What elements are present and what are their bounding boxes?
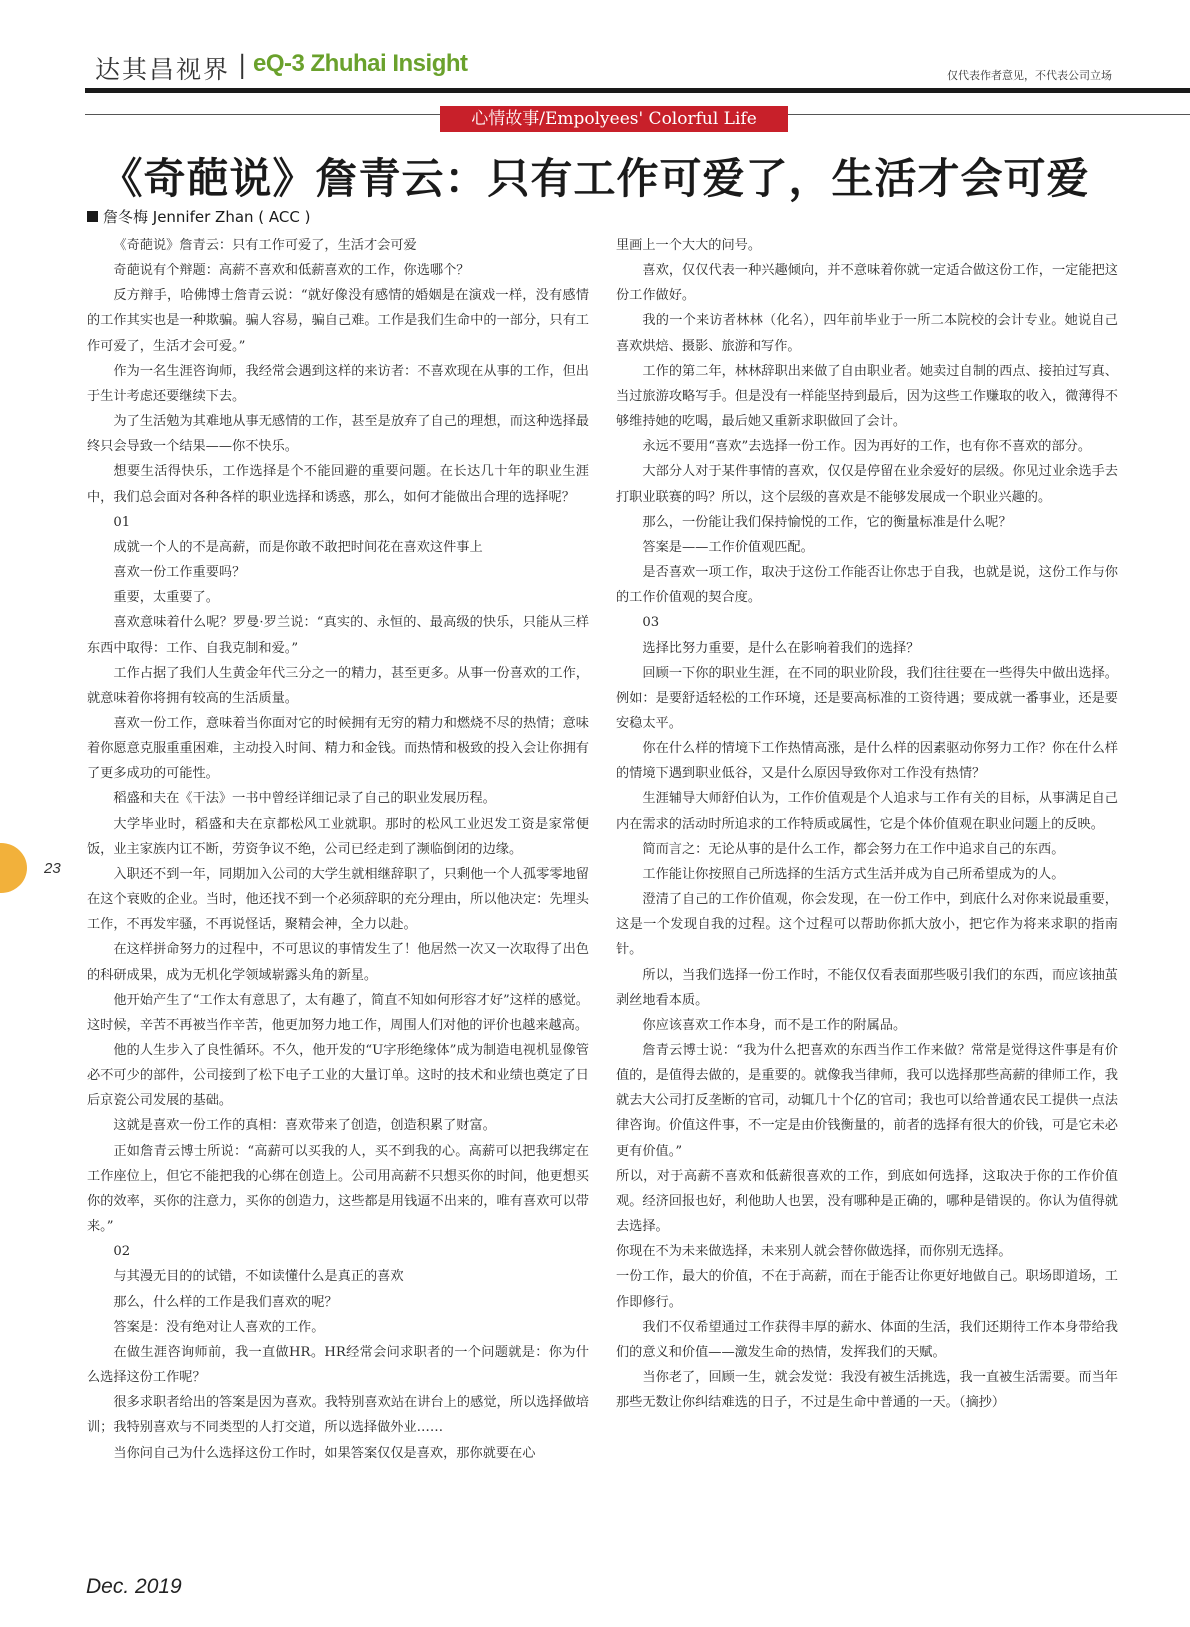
paragraph: 与其漫无目的的试错，不如读懂什么是真正的喜欢: [113, 1269, 404, 1285]
article-title: 《奇葩说》詹青云：只有工作可爱了，生活才会可爱: [100, 154, 1090, 203]
paragraph: 他开始产生了“工作太有意思了，太有趣了，简直不知如何形容才好”这样的感觉。这时候，辛苦不再被当作辛苦，他更加努力地工作，周围人们对他的评价也越来越高。: [87, 992, 589, 1033]
paragraph: 奇葩说有个辩题：高薪不喜欢和低薪喜欢的工作，你选哪个？: [113, 263, 470, 279]
paragraph: 那么，一份能让我们保持愉悦的工作，它的衡量标准是什么呢？: [642, 514, 1012, 530]
paragraph: 一份工作，最大的价值，不在于高薪，而在于能否让你更好地做自己。职场即道场，工作即修行。: [616, 1269, 1118, 1310]
paragraph: 正如詹青云博士所说：“高薪可以买我的人，买不到我的心。高薪可以把我绑定在工作座位上，但它不能把我的心绑在创造上。公司用高薪不只想买你的时间，他更想买你的效率，买你的注意力，买你的创造力，这些都是用钱逼不出来的，唯有喜欢可以带来。”: [87, 1143, 589, 1235]
paragraph: 你现在不为未来做选择，未来别人就会替你做选择，而你别无选择。: [616, 1244, 1012, 1260]
left-column: [87, 233, 589, 1466]
paragraph: 成就一个人的不是高薪，而是你敢不敢把时间花在喜欢这件事上: [113, 539, 483, 555]
paragraph: 稻盛和夫在《干法》一书中曾经详细记录了自己的职业发展历程。: [113, 791, 496, 807]
byline: [87, 206, 310, 227]
header-disclaimer: 仅代表作者意见，不代表公司立场: [947, 69, 1112, 82]
paragraph: 《奇葩说》詹青云：只有工作可爱了，生活才会可爱: [113, 238, 417, 253]
paragraph: 反方辩手，哈佛博士詹青云说：“就好像没有感情的婚姻是在演戏一样，没有感情的工作其实也是一种欺骗。骗人容易，骗自己难。工作是我们生命中的一部分，只有工作可爱了，生活才会可爱。”: [87, 288, 589, 354]
header-separator: |: [238, 50, 247, 79]
paragraph: 我的一个来访者林林（化名），四年前毕业于一所二本院校的会计专业。她说自己喜欢烘焙、摄影、旅游和写作。: [616, 313, 1118, 354]
paragraph: 为了生活勉为其难地从事无感情的工作，甚至是放弃了自己的理想，而这种选择最终只会导致一个结果——你不快乐。: [87, 414, 589, 455]
paragraph: 他的人生步入了良性循环。不久，他开发的“U字形绝缘体”成为制造电视机显像管必不可少的部件，公司接到了松下电子工业的大量订单。这时的技术和业绩也奠定了日后京瓷公司发展的基础。: [87, 1043, 589, 1109]
paragraph: 选择比努力重要，是什么在影响着我们的选择？: [642, 640, 920, 656]
paragraph: 简而言之：无论从事的是什么工作，都会努力在工作中追求自己的东西。: [642, 841, 1065, 857]
paragraph: 答案是：没有绝对让人喜欢的工作。: [113, 1319, 325, 1335]
paragraph: 永远不要用“喜欢”去选择一份工作。因为再好的工作，也有你不喜欢的部分。: [642, 439, 1092, 455]
header-brand: eQ-3 Zhuhai Insight: [253, 50, 468, 77]
paragraph: 重要，太重要了。: [113, 590, 219, 606]
paragraph: 回顾一下你的职业生涯，在不同的职业阶段，我们往往要在一些得失中做出选择。例如：是要舒适轻松的工作环境，还是要高标准的工资待遇；要成就一番事业，还是要安稳太平。: [616, 665, 1118, 731]
paragraph: 你应该喜欢工作本身，而不是工作的附属品。: [642, 1017, 907, 1033]
footer-date: Dec. 2019: [86, 1575, 182, 1598]
paragraph: 入职还不到一年，同期加入公司的大学生就相继辞职了，只剩他一个人孤零零地留在这个衰败的企业。当时，他还找不到一个必须辞职的充分理由，所以他决定：先埋头工作，不再发牢骚，不再说怪话，聚精会神，全力以赴。: [87, 866, 589, 933]
paragraph: 03: [642, 615, 660, 631]
paragraph: 工作能让你按照自己所选择的生活方式生活并成为自己所希望成为的人。: [642, 866, 1065, 882]
paragraph: 大学毕业时，稻盛和夫在京都松风工业就职。那时的松风工业迟发工资是家常便饭，业主家族内讧不断，劳资争议不绝，公司已经走到了濒临倒闭的边缘。: [87, 816, 589, 857]
byline-square-icon: [87, 211, 98, 222]
paragraph: 所以，当我们选择一份工作时，不能仅仅看表面那些吸引我们的东西，而应该抽茧剥丝地看本质。: [616, 967, 1118, 1008]
paragraph: 在这样拼命努力的过程中，不可思议的事情发生了！他居然一次又一次取得了出色的科研成果，成为无机化学领域崭露头角的新星。: [87, 942, 589, 983]
paragraph: 在做生涯咨询师前，我一直做HR。HR经常会问求职者的一个问题就是：你为什么选择这份工作呢？: [87, 1344, 589, 1386]
paragraph: 02: [113, 1244, 131, 1260]
paragraph: 工作的第二年，林林辞职出来做了自由职业者。她卖过自制的西点、接拍过写真、当过旅游攻略写手。但是没有一样能坚持到最后，因为这些工作赚取的收入，微薄得不够维持她的吃喝，最后她又重新求职做回了会计。: [616, 363, 1118, 430]
paragraph: 很多求职者给出的答案是因为喜欢。我特别喜欢站在讲台上的感觉，所以选择做培训；我特别喜欢与不同类型的人打交道，所以选择做外业……: [87, 1395, 589, 1436]
right-column: [616, 233, 1118, 1415]
paragraph: 喜欢意味着什么呢？罗曼·罗兰说：“真实的、永恒的、最高级的快乐，只能从三样东西中取得：工作、自我克制和爱。”: [87, 615, 589, 656]
paragraph: 当你老了，回顾一生，就会发觉：我没有被生活挑选，我一直被生活需要。而当年那些无数让你纠结难选的日子，不过是生命中普通的一天。（摘抄）: [616, 1370, 1118, 1411]
paragraph: 答案是——工作价值观匹配。: [642, 539, 814, 555]
header-rule-thick: [85, 88, 1190, 93]
paragraph: 澄清了自己的工作价值观，你会发现，在一份工作中，到底什么对你来说最重要，这是一个发现自我的过程。这个过程可以帮助你抓大放小，把它作为将来求职的指南针。: [616, 892, 1118, 958]
paragraph: 是否喜欢一项工作，取决于这份工作能否让你忠于自我，也就是说，这份工作与你的工作价值观的契合度。: [616, 565, 1118, 606]
section-label: 心情故事/Empolyees' Colorful Life: [440, 106, 788, 132]
page-tab: [0, 843, 27, 893]
paragraph: 所以，对于高薪不喜欢和低薪很喜欢的工作，到底如何选择，这取决于你的工作价值观。经济回报也好，利他助人也罢，没有哪种是正确的，哪种是错误的。你认为值得就去选择。: [616, 1168, 1118, 1235]
paragraph: 作为一名生涯咨询师，我经常会遇到这样的来访者：不喜欢现在从事的工作，但出于生计考虑还要继续下去。: [87, 363, 589, 404]
paragraph: 里画上一个大大的问号。: [616, 238, 762, 253]
paragraph: 我们不仅希望通过工作获得丰厚的薪水、体面的生活，我们还期待工作本身带给我们的意义和价值——激发生命的热情，发挥我们的天赋。: [616, 1319, 1118, 1360]
paragraph: 喜欢一份工作重要吗？: [113, 565, 246, 581]
paragraph: 01: [113, 514, 131, 530]
header-title: 达其昌视界: [95, 55, 231, 84]
paragraph: 詹青云博士说：“我为什么把喜欢的东西当作工作来做？常常是觉得这件事是有价值的，是值得去做的，是重要的。就像我当律师，我可以选择那些高薪的律师工作，我就去大公司打反垄断的官司，动辄几十个亿的官司；我也可以给普通农民工提供一点法律咨询。价值这件事，不一定是由价钱衡量的，前者的选择有很大的价钱，可是它未必更有价值。”: [616, 1043, 1118, 1159]
paragraph: 那么，什么样的工作是我们喜欢的呢？: [113, 1294, 338, 1310]
paragraph: 喜欢一份工作，意味着当你面对它的时候拥有无穷的精力和燃烧不尽的热情；意味着你愿意克服重重困难，主动投入时间、精力和金钱。而热情和极致的投入会让你拥有了更多成功的可能性。: [87, 715, 589, 782]
paragraph: 喜欢，仅仅代表一种兴趣倾向，并不意味着你就一定适合做这份工作，一定能把这份工作做好。: [616, 263, 1118, 304]
page-number: 23: [44, 860, 61, 877]
paragraph: 你在什么样的情境下工作热情高涨，是什么样的因素驱动你努力工作？你在什么样的情境下遇到职业低谷，又是什么原因导致你对工作没有热情？: [616, 741, 1118, 782]
paragraph: 大部分人对于某件事情的喜欢，仅仅是停留在业余爱好的层级。你见过业余选手去打职业联赛的吗？所以，这个层级的喜欢是不能够发展成一个职业兴趣的。: [616, 464, 1118, 505]
paragraph: 当你问自己为什么选择这份工作时，如果答案仅仅是喜欢，那你就要在心: [113, 1445, 536, 1461]
paragraph: 生涯辅导大师舒伯认为，工作价值观是个人追求与工作有关的目标，从事满足自己内在需求的活动时所追求的工作特质或属性，它是个体价值观在职业问题上的反映。: [616, 791, 1118, 832]
paragraph: 这就是喜欢一份工作的真相：喜欢带来了创造，创造积累了财富。: [113, 1118, 496, 1134]
byline-author: 詹冬梅 Jennifer Zhan ( ACC ): [103, 208, 311, 226]
paragraph: 想要生活得快乐，工作选择是个不能回避的重要问题。在长达几十年的职业生涯中，我们总会面对各种各样的职业选择和诱惑，那么，如何才能做出合理的选择呢？: [87, 464, 589, 505]
paragraph: 工作占据了我们人生黄金年代三分之一的精力，甚至更多。从事一份喜欢的工作，就意味着你将拥有较高的生活质量。: [87, 665, 589, 706]
